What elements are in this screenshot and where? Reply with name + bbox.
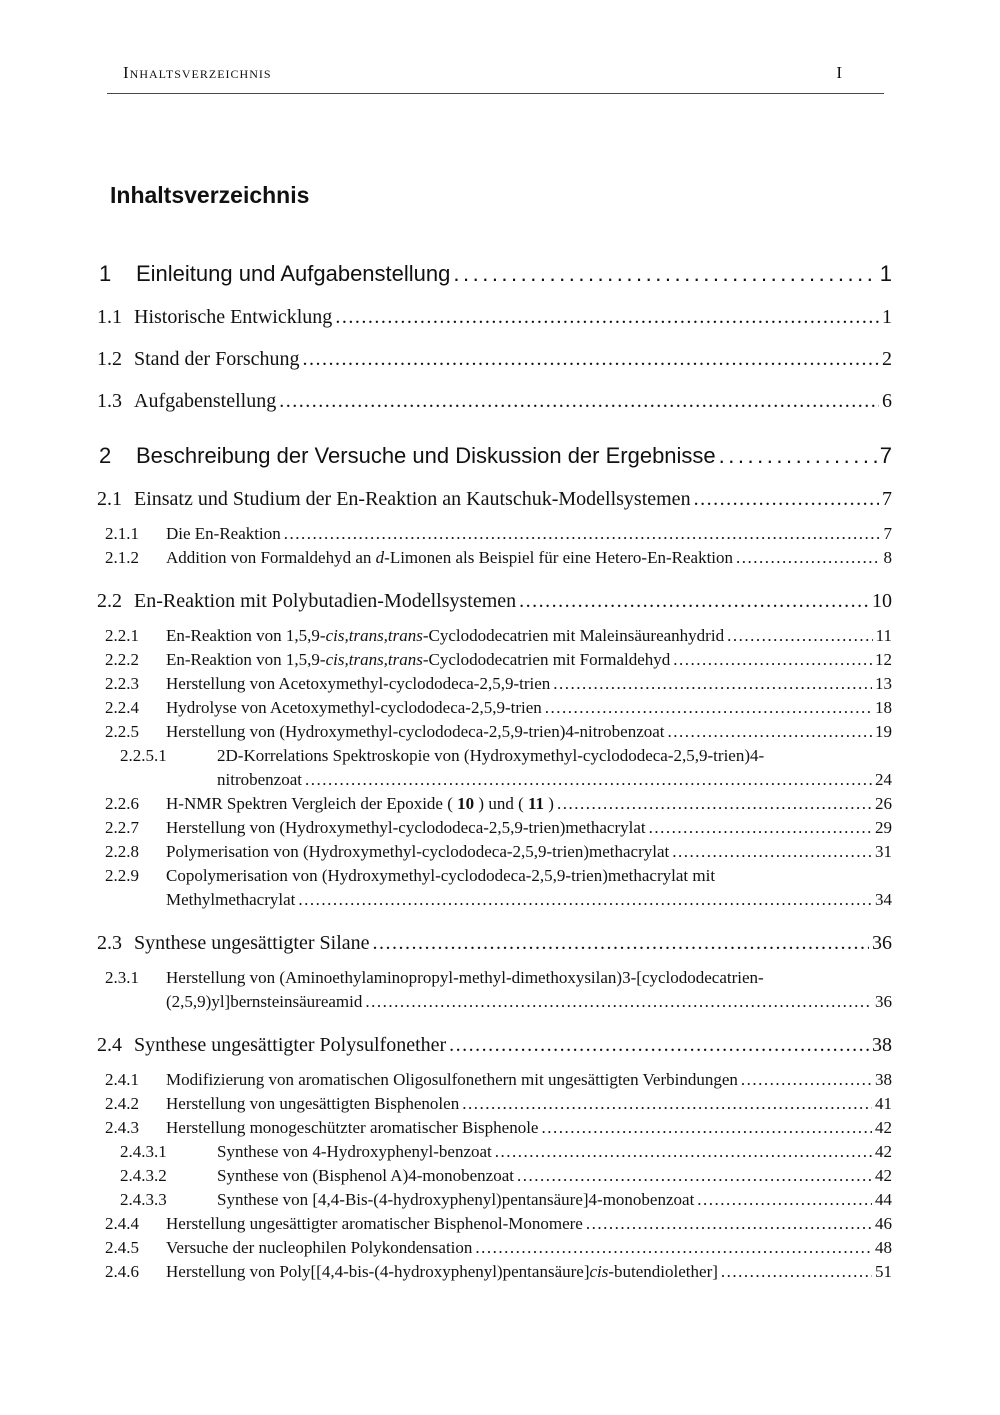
entry-body	[166, 546, 892, 570]
entry-number: 2.2.9	[105, 866, 139, 885]
entry-number: 2.2.1	[105, 626, 139, 645]
toc-entry-2.2.3	[97, 672, 892, 696]
entry-last-line	[166, 990, 892, 1014]
entry-title-text: 2D-Korrelations Spektroskopie von (Hydroxymethyl-cyclododeca-2,5,9-trien)4-	[217, 746, 765, 765]
entry-number: 2.2.5.1	[120, 746, 167, 765]
entry-title-text: Modifizierung von aromatischen Oligosulfonethern mit ungesättigten Verbindungen	[166, 1070, 738, 1089]
entry-number: 2.4.6	[105, 1262, 139, 1281]
entry-title-text: Herstellung von Poly[[4,4-bis-(4-hydroxyphenyl)pentansäure]	[166, 1262, 590, 1281]
entry-number: 2.4	[97, 1034, 122, 1056]
entry-number: 2.1.2	[105, 548, 139, 567]
entry-number: 2.2.7	[105, 818, 139, 837]
entry-title-text: Herstellung von Acetoxymethyl-cyclododeca-2,5,9-trien	[166, 674, 551, 693]
entry-number: 2.4.1	[105, 1070, 139, 1089]
toc-entry-2.4.4	[97, 1212, 892, 1236]
entry-last-line	[166, 624, 892, 648]
entry-title	[166, 888, 295, 912]
entry-body	[166, 672, 892, 696]
entry-title-text: Methylmethacrylat	[166, 890, 296, 909]
toc-entry-2.1.1	[97, 522, 892, 546]
entry-title	[134, 488, 691, 510]
entry-leader-dots	[519, 590, 869, 612]
entry-title-text: -Cyclododecatrien mit Formaldehyd	[422, 650, 671, 669]
entry-title-first-line	[166, 864, 892, 888]
entry-title	[166, 1068, 738, 1092]
entry-last-line	[166, 888, 892, 912]
entry-title	[166, 1116, 538, 1140]
entry-page-number: 36	[872, 932, 892, 954]
entry-last-line	[166, 1236, 892, 1260]
entry-last-line	[166, 1116, 892, 1140]
toc-entry-2.2.5	[97, 720, 892, 744]
toc-title: Inhaltsverzeichnis	[110, 182, 310, 208]
entry-leader-dots	[741, 1068, 872, 1092]
entry-leader-dots	[365, 990, 872, 1014]
entry-number: 2.4.5	[105, 1238, 139, 1257]
entry-page-number: 7	[883, 524, 892, 543]
entry-title-text: Hydrolyse von Acetoxymethyl-cyclododeca-2,5,9-trien	[166, 698, 542, 717]
entry-last-line	[166, 1260, 892, 1284]
entry-leader-dots	[541, 1116, 872, 1140]
entry-title-text: Herstellung von ungesättigten Bisphenolen	[166, 1094, 460, 1113]
entry-title-text: cis,trans,trans	[325, 650, 423, 669]
entry-page-number: 26	[875, 794, 892, 813]
toc-entry-1.3	[97, 390, 892, 412]
entry-number: 2.2.4	[105, 698, 139, 717]
entry-page-number: 13	[875, 674, 892, 693]
entry-title	[134, 390, 276, 412]
entry-title	[166, 522, 281, 546]
entry-title-text: En-Reaktion von 1,5,9-	[166, 650, 326, 669]
entry-page-number: 36	[875, 992, 892, 1011]
entry-body	[166, 720, 892, 744]
entry-leader-dots	[335, 306, 879, 328]
entry-body	[217, 1140, 892, 1164]
entry-number: 2.2.3	[105, 674, 139, 693]
toc-entry-2.2	[97, 590, 892, 612]
entry-last-line	[134, 390, 892, 412]
entry-leader-dots	[586, 1212, 872, 1236]
entry-leader-dots	[279, 390, 879, 412]
entry-body	[134, 1034, 892, 1056]
entry-title-text: Stand der Forschung	[134, 348, 300, 370]
entry-title-text: Synthese von [4,4-Bis-(4-hydroxyphenyl)pentansäure]4-monobenzoat	[217, 1190, 695, 1209]
toc-content	[97, 182, 892, 1284]
entry-last-line	[134, 932, 892, 954]
entry-page-number: 8	[883, 548, 892, 567]
entry-leader-dots	[736, 546, 880, 570]
entry-title-text: -Limonen als Beispiel für eine Hetero-En-Reaktion	[384, 548, 734, 567]
toc-entry-2.2.4	[97, 696, 892, 720]
entry-page-number: 51	[875, 1262, 892, 1281]
entry-body	[166, 1260, 892, 1284]
running-head-page-number: I	[836, 63, 842, 82]
entry-page-number: 19	[875, 722, 892, 741]
entry-body	[134, 590, 892, 612]
entry-title-text: Herstellung ungesättigter aromatischer Bisphenol-Monomere	[166, 1214, 583, 1233]
entry-title-text: cis,trans,trans	[325, 626, 423, 645]
entry-leader-dots	[649, 816, 872, 840]
entry-title-first-line	[217, 744, 892, 768]
entry-body	[166, 1092, 892, 1116]
entry-title	[134, 932, 370, 954]
entry-page-number: 31	[875, 842, 892, 861]
toc-entry-2.1	[97, 488, 892, 510]
entry-title-text: Herstellung von (Hydroxymethyl-cyclododeca-2,5,9-trien)methacrylat	[166, 818, 646, 837]
entry-body	[166, 792, 892, 816]
entry-body	[166, 864, 892, 912]
entry-leader-dots	[672, 840, 872, 864]
entry-title	[166, 1236, 472, 1260]
toc-entry-1.1	[97, 306, 892, 328]
entry-page-number: 12	[875, 650, 892, 669]
entry-body	[166, 696, 892, 720]
entry-title-text: Synthese ungesättigter Silane	[134, 932, 370, 954]
entry-title	[166, 990, 362, 1014]
entry-title-text: Addition von Formaldehyd an	[166, 548, 376, 567]
entry-title-first-line	[166, 966, 892, 990]
entry-last-line	[136, 444, 892, 468]
entry-number: 2.1	[97, 488, 122, 510]
entry-number: 2.2.6	[105, 794, 139, 813]
entry-leader-dots	[668, 720, 872, 744]
entry-page-number: 1	[879, 261, 892, 286]
entry-leader-dots	[305, 768, 872, 792]
running-head	[123, 64, 842, 81]
entry-number: 2.4.2	[105, 1094, 139, 1113]
entry-title-text: En-Reaktion mit Polybutadien-Modellsystemen	[134, 590, 517, 612]
entry-title	[134, 306, 332, 328]
entry-body	[136, 444, 892, 468]
entry-body	[134, 488, 892, 510]
entry-number: 2.2	[97, 590, 122, 612]
entry-title	[217, 1140, 492, 1164]
entry-body	[166, 1068, 892, 1092]
toc-entry-1.2	[97, 348, 892, 370]
entry-number: 1.1	[97, 306, 122, 328]
entry-last-line	[166, 672, 892, 696]
entry-title	[166, 546, 733, 570]
page-header	[107, 64, 884, 94]
entry-title-text: 11	[527, 794, 545, 813]
entry-leader-dots	[373, 932, 869, 954]
entry-last-line	[134, 348, 892, 370]
entry-last-line	[166, 792, 892, 816]
entry-last-line	[166, 1092, 892, 1116]
entry-title-text: Beschreibung der Versuche und Diskussion der Ergebnisse	[136, 443, 716, 468]
entry-title-text: Aufgabenstellung	[134, 390, 277, 412]
entry-page-number: 11	[875, 626, 892, 645]
entry-body	[217, 1188, 892, 1212]
entry-title	[134, 1034, 446, 1056]
entry-leader-dots	[545, 696, 872, 720]
entry-leader-dots	[727, 624, 873, 648]
entry-title-text: En-Reaktion von 1,5,9-	[166, 626, 326, 645]
entry-last-line	[134, 590, 892, 612]
entry-leader-dots	[298, 888, 872, 912]
entry-leader-dots	[303, 348, 879, 370]
entry-title	[136, 262, 450, 286]
entry-number: 2.4.3.3	[120, 1190, 167, 1209]
entry-body	[217, 744, 892, 792]
entry-number: 2.3	[97, 932, 122, 954]
entry-last-line	[217, 1140, 892, 1164]
entry-title-text: nitrobenzoat	[217, 770, 302, 789]
toc-entry-2.2.9	[97, 864, 892, 912]
toc-entry-2.4.6	[97, 1260, 892, 1284]
entry-title	[166, 1260, 718, 1284]
entry-leader-dots	[495, 1140, 872, 1164]
entry-page-number: 1	[882, 306, 892, 328]
entry-title	[166, 1212, 583, 1236]
entry-body	[134, 348, 892, 370]
entry-last-line	[166, 720, 892, 744]
entry-title-text: -Cyclododecatrien mit Maleinsäureanhydrid	[422, 626, 725, 645]
entry-leader-dots	[557, 792, 872, 816]
entry-title	[166, 624, 724, 648]
entry-body	[166, 840, 892, 864]
entry-leader-dots	[694, 488, 879, 510]
entry-title-text: Herstellung von (Aminoethylaminopropyl-methyl-dimethoxysilan)3-[cyclododecatrien-	[166, 968, 764, 987]
entry-last-line	[166, 546, 892, 570]
entry-title-text: Einsatz und Studium der En-Reaktion an Kautschuk-Modellsystemen	[134, 488, 691, 510]
entry-number: 2.2.8	[105, 842, 139, 861]
entry-body	[166, 1236, 892, 1260]
entry-page-number: 41	[875, 1094, 892, 1113]
entry-title	[134, 590, 516, 612]
toc-entry-2.2.6	[97, 792, 892, 816]
entry-last-line	[166, 840, 892, 864]
entry-page-number: 7	[882, 488, 892, 510]
toc-entry-2	[97, 444, 892, 468]
entry-number: 1.2	[97, 348, 122, 370]
entry-last-line	[134, 306, 892, 328]
entry-last-line	[217, 1188, 892, 1212]
toc-entry-2.2.7	[97, 816, 892, 840]
entry-body	[134, 306, 892, 328]
entry-body	[166, 966, 892, 1014]
entry-body	[134, 932, 892, 954]
header-rule	[107, 93, 884, 94]
entry-title-text: ) und (	[474, 794, 528, 813]
entry-title-text: cis	[589, 1262, 609, 1281]
entry-leader-dots	[517, 1164, 872, 1188]
toc-entry-2.2.2	[97, 648, 892, 672]
toc-entry-2.1.2	[97, 546, 892, 570]
entry-page-number: 46	[875, 1214, 892, 1233]
toc-entry-2.4	[97, 1034, 892, 1056]
entry-last-line	[166, 816, 892, 840]
entry-title	[166, 648, 670, 672]
entry-title-text: Copolymerisation von (Hydroxymethyl-cyclododeca-2,5,9-trien)methacrylat mit	[166, 866, 716, 885]
entry-page-number: 7	[879, 443, 892, 468]
entry-title	[166, 720, 665, 744]
entry-body	[136, 262, 892, 286]
entry-title-text: Die En-Reaktion	[166, 524, 281, 543]
entry-title-text: -butendiolether]	[608, 1262, 718, 1281]
entry-number: 1	[99, 261, 112, 286]
entry-leader-dots	[721, 1260, 872, 1284]
toc-entry-2.2.1	[97, 624, 892, 648]
entry-body	[166, 1116, 892, 1140]
entry-title-text: d	[375, 548, 385, 567]
entry-page-number: 42	[875, 1142, 892, 1161]
entry-number: 2.3.1	[105, 968, 139, 987]
toc-entry-list	[97, 262, 892, 1284]
entry-body	[166, 624, 892, 648]
entry-page-number: 44	[875, 1190, 892, 1209]
toc-entry-1	[97, 262, 892, 286]
entry-body	[166, 1212, 892, 1236]
entry-number: 1.3	[97, 390, 122, 412]
entry-leader-dots	[449, 1034, 869, 1056]
toc-entry-2.3	[97, 932, 892, 954]
entry-title	[166, 840, 669, 864]
toc-entry-2.4.5	[97, 1236, 892, 1260]
entry-title-text: Versuche der nucleophilen Polykondensation	[166, 1238, 473, 1257]
entry-title-text: 10	[457, 794, 475, 813]
entry-leader-dots	[453, 262, 876, 286]
entry-body	[217, 1164, 892, 1188]
entry-last-line	[134, 488, 892, 510]
entry-title	[217, 1188, 694, 1212]
toc-entry-2.4.1	[97, 1068, 892, 1092]
entry-last-line	[166, 1068, 892, 1092]
entry-title	[166, 792, 554, 816]
entry-title-text: )	[544, 794, 554, 813]
running-head-title: Inhaltsverzeichnis	[123, 63, 272, 82]
entry-last-line	[166, 648, 892, 672]
entry-page-number: 29	[875, 818, 892, 837]
entry-title	[166, 816, 646, 840]
entry-last-line	[166, 522, 892, 546]
entry-leader-dots	[284, 522, 881, 546]
entry-number: 2.4.3	[105, 1118, 139, 1137]
entry-page-number: 42	[875, 1118, 892, 1137]
toc-entry-2.4.3	[97, 1116, 892, 1140]
entry-title-text: Herstellung monogeschützter aromatischer Bisphenole	[166, 1118, 539, 1137]
entry-title-text: Polymerisation von (Hydroxymethyl-cyclododeca-2,5,9-trien)methacrylat	[166, 842, 670, 861]
toc-entry-2.4.3.2	[97, 1164, 892, 1188]
toc-entry-2.3.1	[97, 966, 892, 1014]
entry-title-text: Einleitung und Aufgabenstellung	[136, 261, 451, 286]
entry-page-number: 2	[882, 348, 892, 370]
entry-body	[166, 816, 892, 840]
toc-entry-2.4.3.3	[97, 1188, 892, 1212]
entry-page-number: 38	[875, 1070, 892, 1089]
entry-title	[134, 348, 300, 370]
entry-leader-dots	[462, 1092, 872, 1116]
entry-last-line	[217, 768, 892, 792]
entry-last-line	[134, 1034, 892, 1056]
entry-body	[166, 648, 892, 672]
entry-number: 2.4.3.1	[120, 1142, 167, 1161]
entry-leader-dots	[719, 444, 877, 468]
entry-page-number: 10	[872, 590, 892, 612]
entry-title-text: Synthese ungesättigter Polysulfonether	[134, 1034, 447, 1056]
entry-title-text: Synthese von 4-Hydroxyphenyl-benzoat	[217, 1142, 492, 1161]
entry-title-text: H-NMR Spektren Vergleich der Epoxide (	[166, 794, 458, 813]
entry-number: 2.4.3.2	[120, 1166, 167, 1185]
entry-last-line	[166, 696, 892, 720]
entry-number: 2.2.5	[105, 722, 139, 741]
entry-title	[166, 696, 542, 720]
entry-leader-dots	[673, 648, 872, 672]
entry-title-text: Herstellung von (Hydroxymethyl-cyclododeca-2,5,9-trien)4-nitrobenzoat	[166, 722, 665, 741]
entry-last-line	[217, 1164, 892, 1188]
entry-last-line	[166, 1212, 892, 1236]
entry-title	[136, 444, 716, 468]
toc-entry-2.2.5.1	[97, 744, 892, 792]
entry-page-number: 24	[875, 770, 892, 789]
entry-leader-dots	[475, 1236, 872, 1260]
entry-leader-dots	[553, 672, 872, 696]
toc-entry-2.2.8	[97, 840, 892, 864]
entry-leader-dots	[697, 1188, 872, 1212]
entry-number: 2	[99, 443, 112, 468]
toc-entry-2.4.2	[97, 1092, 892, 1116]
entry-page-number: 42	[875, 1166, 892, 1185]
entry-title	[166, 1092, 459, 1116]
entry-title-text: Historische Entwicklung	[134, 306, 333, 328]
entry-page-number: 34	[875, 890, 892, 909]
entry-number: 2.2.2	[105, 650, 139, 669]
entry-title	[217, 768, 302, 792]
entry-title	[217, 1164, 514, 1188]
entry-title-text: Synthese von (Bisphenol A)4-monobenzoat	[217, 1166, 514, 1185]
entry-body	[134, 390, 892, 412]
entry-number: 2.4.4	[105, 1214, 139, 1233]
toc-entry-2.4.3.1	[97, 1140, 892, 1164]
entry-page-number: 6	[882, 390, 892, 412]
entry-title-text: (2,5,9)yl]bernsteinsäureamid	[166, 992, 363, 1011]
entry-page-number: 38	[872, 1034, 892, 1056]
entry-body	[166, 522, 892, 546]
entry-page-number: 48	[875, 1238, 892, 1257]
entry-number: 2.1.1	[105, 524, 139, 543]
entry-last-line	[136, 262, 892, 286]
entry-page-number: 18	[875, 698, 892, 717]
entry-title	[166, 672, 550, 696]
